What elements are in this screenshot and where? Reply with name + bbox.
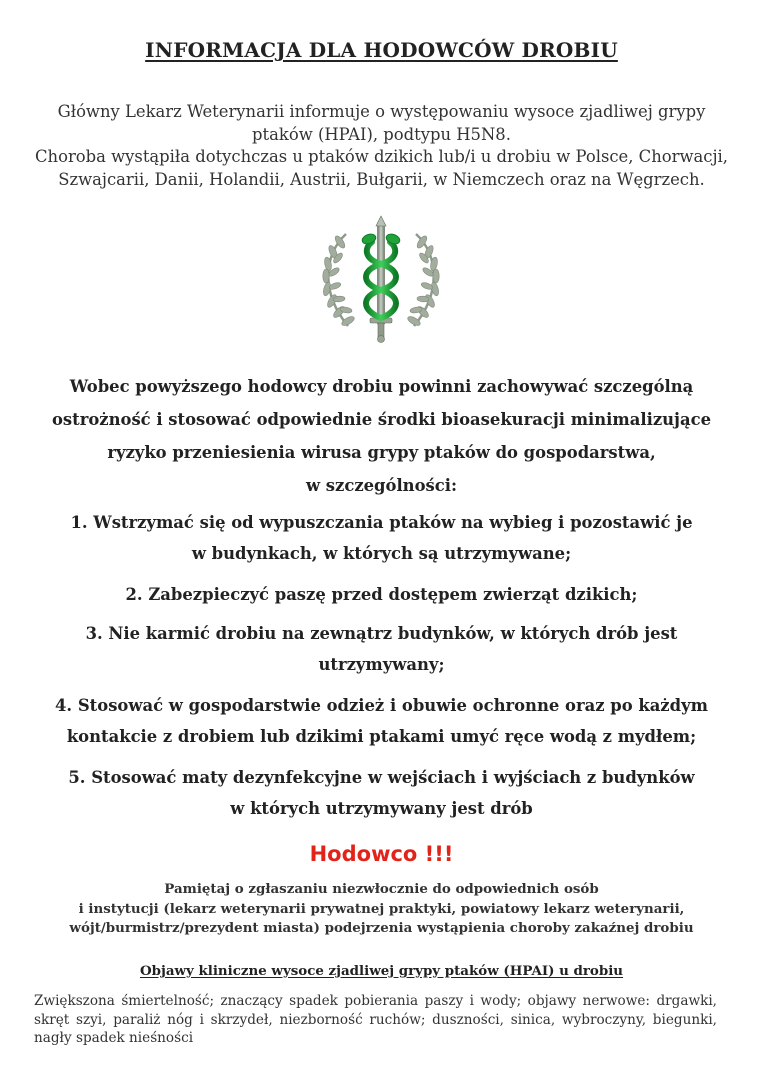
list-item-line: 2. Zabezpieczyć paszę przed dostępem zwierząt dzikich; (125, 585, 638, 604)
list-item-line: 5. Stosować maty dezynfekcyjne w wejściach i wyjściach z budynków (68, 768, 695, 787)
list-item-line: utrzymywany; (318, 655, 445, 674)
lead-paragraph (30, 370, 733, 502)
intro-line-announcement: Główny Lekarz Weterynarii informuje o występowaniu wysoce zjadliwej grypy ptaków (HPAI), podtypu H5N8. (57, 102, 706, 144)
list-item-line: 3. Nie karmić drobiu na zewnątrz budynków, w których drób jest (85, 624, 678, 643)
list-item (20, 579, 743, 610)
recommendations-list (20, 507, 743, 834)
symptoms-heading: Objawy kliniczne wysoce zjadliwej grypy ptaków (HPAI) u drobiu (139, 963, 624, 979)
lead-line: ostrożność i stosować odpowiednie środki bioasekuracji minimalizujące (51, 410, 712, 429)
reminder-line: Pamiętaj o zgłaszaniu niezwłocznie do odpowiednich osób (164, 881, 599, 897)
veterinary-emblem-icon (306, 214, 456, 344)
symptoms-text: Zwiększona śmiertelność; znaczący spadek pobierania paszy i wody; objawy nerwowe: drgawki, skręt szyi, paraliż nóg i skrzydeł, niezborność ruchów; duszności, sinica, wybroczyny, biegunki, nagły spadek nieśności (34, 993, 717, 1046)
list-item (20, 762, 743, 824)
lead-line: w szczególności: (305, 476, 458, 495)
intro-line-countries: Choroba wystąpiła dotychczas u ptaków dzikich lub/i u drobiu w Polsce, Chorwacji, Szwajcarii, Danii, Holandii, Austrii, Bułgarii, w Niemczech oraz na Węgrzech. (34, 147, 728, 189)
list-item-line: w budynkach, w których są utrzymywane; (191, 544, 572, 563)
list-item-line: kontakcie z drobiem lub dzikimi ptakami umyć ręce wodą z mydłem; (66, 727, 697, 746)
hodowco-callout: Hodowco !!! (309, 842, 454, 866)
list-item (20, 618, 743, 680)
reminder-line: i instytucji (lekarz weterynarii prywatnej praktyki, powiatowy lekarz weterynarii, (78, 900, 685, 917)
intro-paragraph (28, 101, 735, 191)
lead-line: ryzyko przeniesienia wirusa grypy ptaków do gospodarstwa, (107, 443, 656, 462)
list-item-line: w których utrzymywany jest drób (230, 799, 533, 818)
reminder-line: wójt/burmistrz/prezydent miasta) podejrzenia wystąpienia choroby zakaźnej drobiu (69, 920, 694, 936)
list-item-line: 1. Wstrzymać się od wypuszczania ptaków na wybieg i pozostawić je (70, 513, 693, 532)
wreath-left (322, 234, 356, 327)
list-item (20, 507, 743, 569)
wreath-right (406, 234, 440, 327)
list-item (20, 690, 743, 752)
list-item-line: 4. Stosować w gospodarstwie odzież i obuwie ochronne oraz po każdym (55, 696, 708, 715)
reporting-reminder (20, 880, 743, 939)
page-title: INFORMACJA DLA HODOWCÓW DROBIU (145, 38, 618, 62)
lead-line: Wobec powyższego hodowcy drobiu powinni zachowywać szczególną (69, 377, 694, 396)
